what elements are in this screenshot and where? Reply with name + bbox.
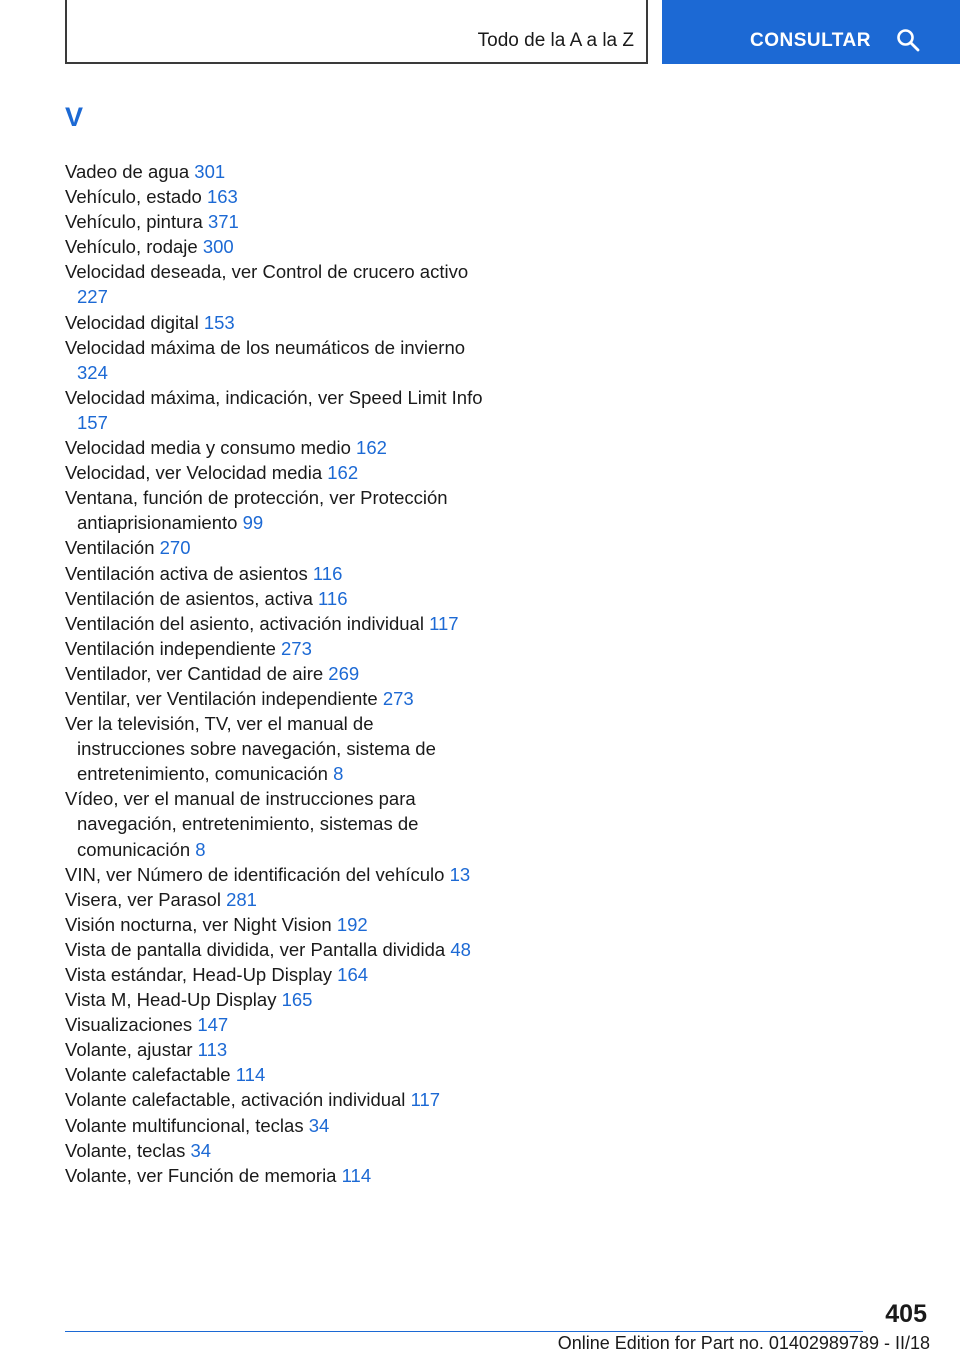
index-entry-text: Ver la televisión, TV, ver el manual de instrucciones sobre navegación, sistema de entretenimiento, comunicación: [65, 713, 436, 785]
page-reference-link[interactable]: 116: [318, 587, 348, 609]
page-reference-link[interactable]: 114: [341, 1164, 372, 1186]
index-entry-text: Velocidad digital: [65, 311, 199, 333]
index-entry-text: Volante, ver Función de memoria: [65, 1164, 337, 1186]
index-entry-text: Volante, teclas: [65, 1139, 186, 1161]
page-reference-link[interactable]: 8: [333, 763, 344, 785]
index-entry-text: Vídeo, ver el manual de instrucciones para navegación, entretenimiento, sistemas de comunicación: [65, 788, 419, 860]
index-entry: [65, 159, 485, 184]
page-reference-link[interactable]: 227: [77, 286, 108, 308]
index-entry-text: Vista M, Head-Up Display: [65, 989, 277, 1011]
index-entry-text: Volante calefactable, activación individual: [65, 1089, 406, 1111]
index-entry: [65, 912, 485, 937]
footer-divider: [65, 1331, 863, 1332]
page-reference-link[interactable]: 162: [327, 462, 359, 484]
page-reference-link[interactable]: 157: [77, 411, 108, 433]
page-reference-link[interactable]: 117: [429, 612, 459, 634]
page-reference-link[interactable]: 165: [281, 989, 313, 1011]
index-entry: [65, 586, 485, 611]
index-entry: [65, 1138, 485, 1163]
index-entry: [65, 1012, 485, 1037]
page-reference-link[interactable]: 13: [449, 863, 471, 885]
index-entry: [65, 786, 485, 861]
index-entry: [65, 209, 485, 234]
index-entry: [65, 335, 485, 385]
index-entry: [65, 234, 485, 259]
index-entry: [65, 661, 485, 686]
section-letter: V: [65, 102, 84, 132]
index-entry-text: Ventilación del asiento, activación individual: [65, 612, 424, 634]
index-entry-text: Vehículo, rodaje: [65, 236, 198, 258]
page-reference-link[interactable]: 162: [356, 437, 387, 459]
index-entry-text: Volante calefactable: [65, 1064, 231, 1086]
index-entry-text: Velocidad media y consumo medio: [65, 437, 351, 459]
index-entry-text: Vehículo, estado: [65, 186, 202, 208]
index-entry: [65, 1037, 485, 1062]
search-icon: [896, 28, 920, 52]
consult-button[interactable]: [662, 0, 960, 64]
page-reference-link[interactable]: 114: [235, 1064, 266, 1086]
index-entry: [65, 561, 485, 586]
page-reference-link[interactable]: 164: [337, 964, 369, 985]
page-reference-link[interactable]: 269: [328, 662, 360, 684]
index-list: [65, 159, 485, 1188]
index-entry-text: Ventilación independiente: [65, 637, 276, 659]
index-entry-text: Ventilación: [65, 537, 155, 559]
page-reference-link[interactable]: 301: [194, 161, 226, 182]
index-entry: [65, 686, 485, 711]
index-entry-text: Visualizaciones: [65, 1014, 193, 1036]
index-entry: [65, 611, 485, 636]
page-reference-link[interactable]: 48: [450, 938, 471, 960]
index-entry: [65, 636, 485, 661]
page-reference-link[interactable]: 281: [226, 888, 257, 910]
index-entry: [65, 987, 485, 1012]
index-entry: [65, 887, 485, 912]
edition-text: Online Edition for Part no. 01402989789 - II/18: [557, 1333, 930, 1353]
index-entry-text: Ventilador, ver Cantidad de aire: [65, 662, 324, 684]
consult-button-label: CONSULTAR: [750, 30, 871, 51]
page-reference-link[interactable]: 153: [203, 311, 235, 333]
page-reference-link[interactable]: 99: [242, 512, 264, 534]
index-entry-text: Velocidad, ver Velocidad media: [65, 462, 323, 484]
page-reference-link[interactable]: 273: [382, 687, 414, 709]
index-entry: [65, 310, 485, 335]
index-entry-text: Ventilar, ver Ventilación independiente: [65, 687, 378, 709]
index-entry-text: Volante multifuncional, teclas: [65, 1114, 304, 1136]
page-number: 405: [885, 1300, 927, 1328]
index-entry: [65, 1163, 485, 1188]
index-entry-text: Ventilación activa de asientos: [65, 562, 308, 584]
index-entry-text: Vista estándar, Head-Up Display: [65, 964, 333, 985]
index-entry: [65, 184, 485, 209]
index-entry: [65, 862, 485, 887]
page-reference-link[interactable]: 117: [410, 1089, 441, 1111]
index-entry: [65, 1113, 485, 1138]
page-reference-link[interactable]: 113: [197, 1039, 228, 1061]
page-reference-link[interactable]: 34: [308, 1114, 330, 1136]
index-entry: [65, 259, 485, 309]
index-entry-text: Ventana, función de protección, ver Protección antiaprisionamiento: [65, 487, 448, 534]
index-entry-text: Velocidad deseada, ver Control de crucero activo: [65, 261, 469, 283]
index-entry-text: Visión nocturna, ver Night Vision: [65, 913, 332, 935]
header-title: Todo de la A a la Z: [477, 30, 634, 51]
index-entry: [65, 1062, 485, 1087]
index-entry-text: Visera, ver Parasol: [65, 888, 221, 910]
index-entry: [65, 962, 485, 987]
page-reference-link[interactable]: 270: [159, 537, 191, 559]
page-reference-link[interactable]: 192: [336, 913, 368, 935]
page-reference-link[interactable]: 34: [190, 1139, 212, 1161]
index-entry-text: Vehículo, pintura: [65, 211, 203, 233]
index-entry: [65, 1087, 485, 1112]
index-entry-text: Vadeo de agua: [65, 161, 190, 182]
index-entry-text: Velocidad máxima de los neumáticos de invierno: [65, 336, 466, 358]
page-reference-link[interactable]: 116: [312, 562, 343, 584]
index-entry-text: Velocidad máxima, indicación, ver Speed Limit Info: [65, 386, 483, 408]
page-reference-link[interactable]: 324: [77, 361, 108, 383]
index-entry: [65, 385, 485, 435]
index-entry: [65, 535, 485, 560]
index-entry: [65, 711, 485, 786]
page-reference-link[interactable]: 273: [281, 637, 312, 659]
header-tab: [65, 0, 648, 64]
index-entry-text: VIN, ver Número de identificación del vehículo: [65, 863, 445, 885]
index-entry: [65, 937, 485, 962]
index-entry: [65, 460, 485, 485]
index-entry: [65, 435, 485, 460]
page-reference-link[interactable]: 147: [197, 1014, 229, 1036]
index-entry-text: Volante, ajustar: [65, 1039, 193, 1061]
page-reference-link[interactable]: 371: [207, 211, 239, 233]
index-entry: [65, 485, 485, 535]
page-reference-link[interactable]: 163: [206, 186, 238, 208]
page-reference-link[interactable]: 300: [202, 236, 234, 258]
index-entry-text: Ventilación de asientos, activa: [65, 587, 313, 609]
page-reference-link[interactable]: 8: [195, 838, 206, 860]
index-entry-text: Vista de pantalla dividida, ver Pantalla dividida: [65, 938, 446, 960]
